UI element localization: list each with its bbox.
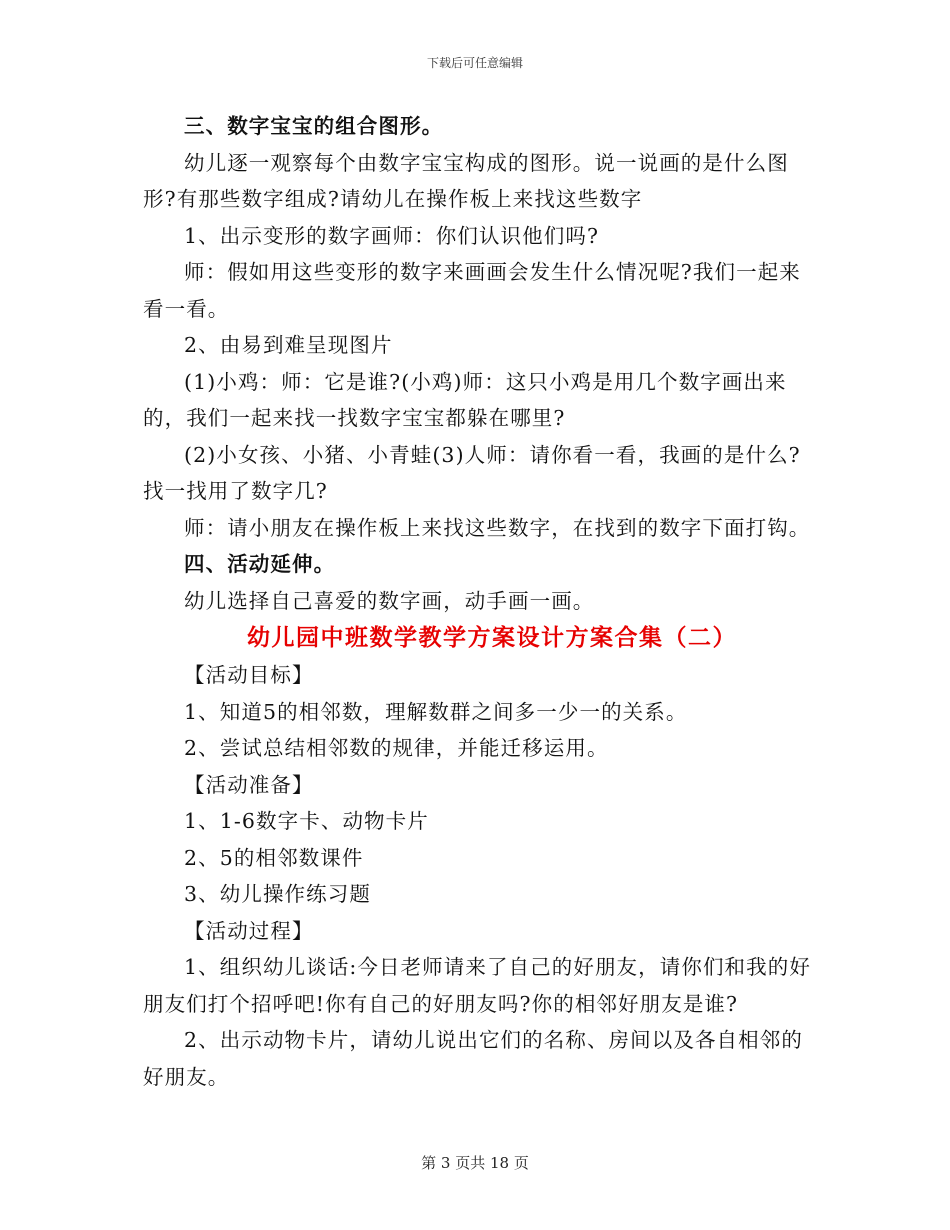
header-note: 下载后可任意编辑 [426, 56, 523, 70]
section-heading-4: 四、活动延伸。 [184, 552, 336, 576]
paragraph: 师：假如用这些变形的数字来画画会发生什么情况呢?我们一起来看一看。 [143, 260, 801, 321]
paragraph: 幼儿选择自己喜爱的数字画，动手画一画。 [184, 588, 595, 613]
prep-item: 3、幼儿操作练习题 [184, 882, 371, 906]
paragraph: (2)小女孩、小猪、小青蛙(3)人师：请你看一看，我画的是什么?找一找用了数字几? [143, 442, 801, 503]
goal-item: 1、知道5的相邻数，理解数群之间多一少一的关系。 [184, 699, 688, 724]
goal-label: 【活动目标】 [184, 663, 314, 687]
paragraph: 2、由易到难呈现图片 [184, 333, 393, 357]
paragraph: (1)小鸡：师：它是谁?(小鸡)师：这只小鸡是用几个数字画出来的，我们一起来找一找数字宝宝都躲在哪里? [143, 369, 787, 430]
paragraph: 1、出示变形的数字画师：你们认识他们吗? [184, 223, 600, 248]
page-number: 第 3 页共 18 页 [421, 1154, 529, 1172]
paragraph: 幼儿逐一观察每个由数字宝宝构成的图形。说一说画的是什么图形?有那些数字组成?请幼儿在操作板上来找这些数字 [143, 150, 789, 211]
paragraph: 师：请小朋友在操作板上来找这些数字，在找到的数字下面打钩。 [184, 515, 811, 540]
process-item: 1、组织幼儿谈话:今日老师请来了自己的好朋友，请你们和我的好朋友们打个招呼吧!你有自己的好朋友吗?你的相邻好朋友是谁? [143, 955, 811, 1016]
process-label: 【活动过程】 [184, 918, 314, 943]
prep-label: 【活动准备】 [184, 772, 314, 797]
section-heading-3: 三、数字宝宝的组合图形。 [184, 114, 444, 138]
goal-item: 2、尝试总结相邻数的规律，并能迁移运用。 [184, 736, 609, 760]
document-body [143, 108, 813, 1095]
prep-item: 2、5的相邻数课件 [184, 845, 364, 870]
document-title: 幼儿园中班数学教学方案设计方案合集（二） [247, 625, 737, 651]
prep-item: 1、1-6数字卡、动物卡片 [184, 809, 429, 833]
process-item: 2、出示动物卡片，请幼儿说出它们的名称、房间以及各自相邻的好朋友。 [143, 1028, 803, 1089]
